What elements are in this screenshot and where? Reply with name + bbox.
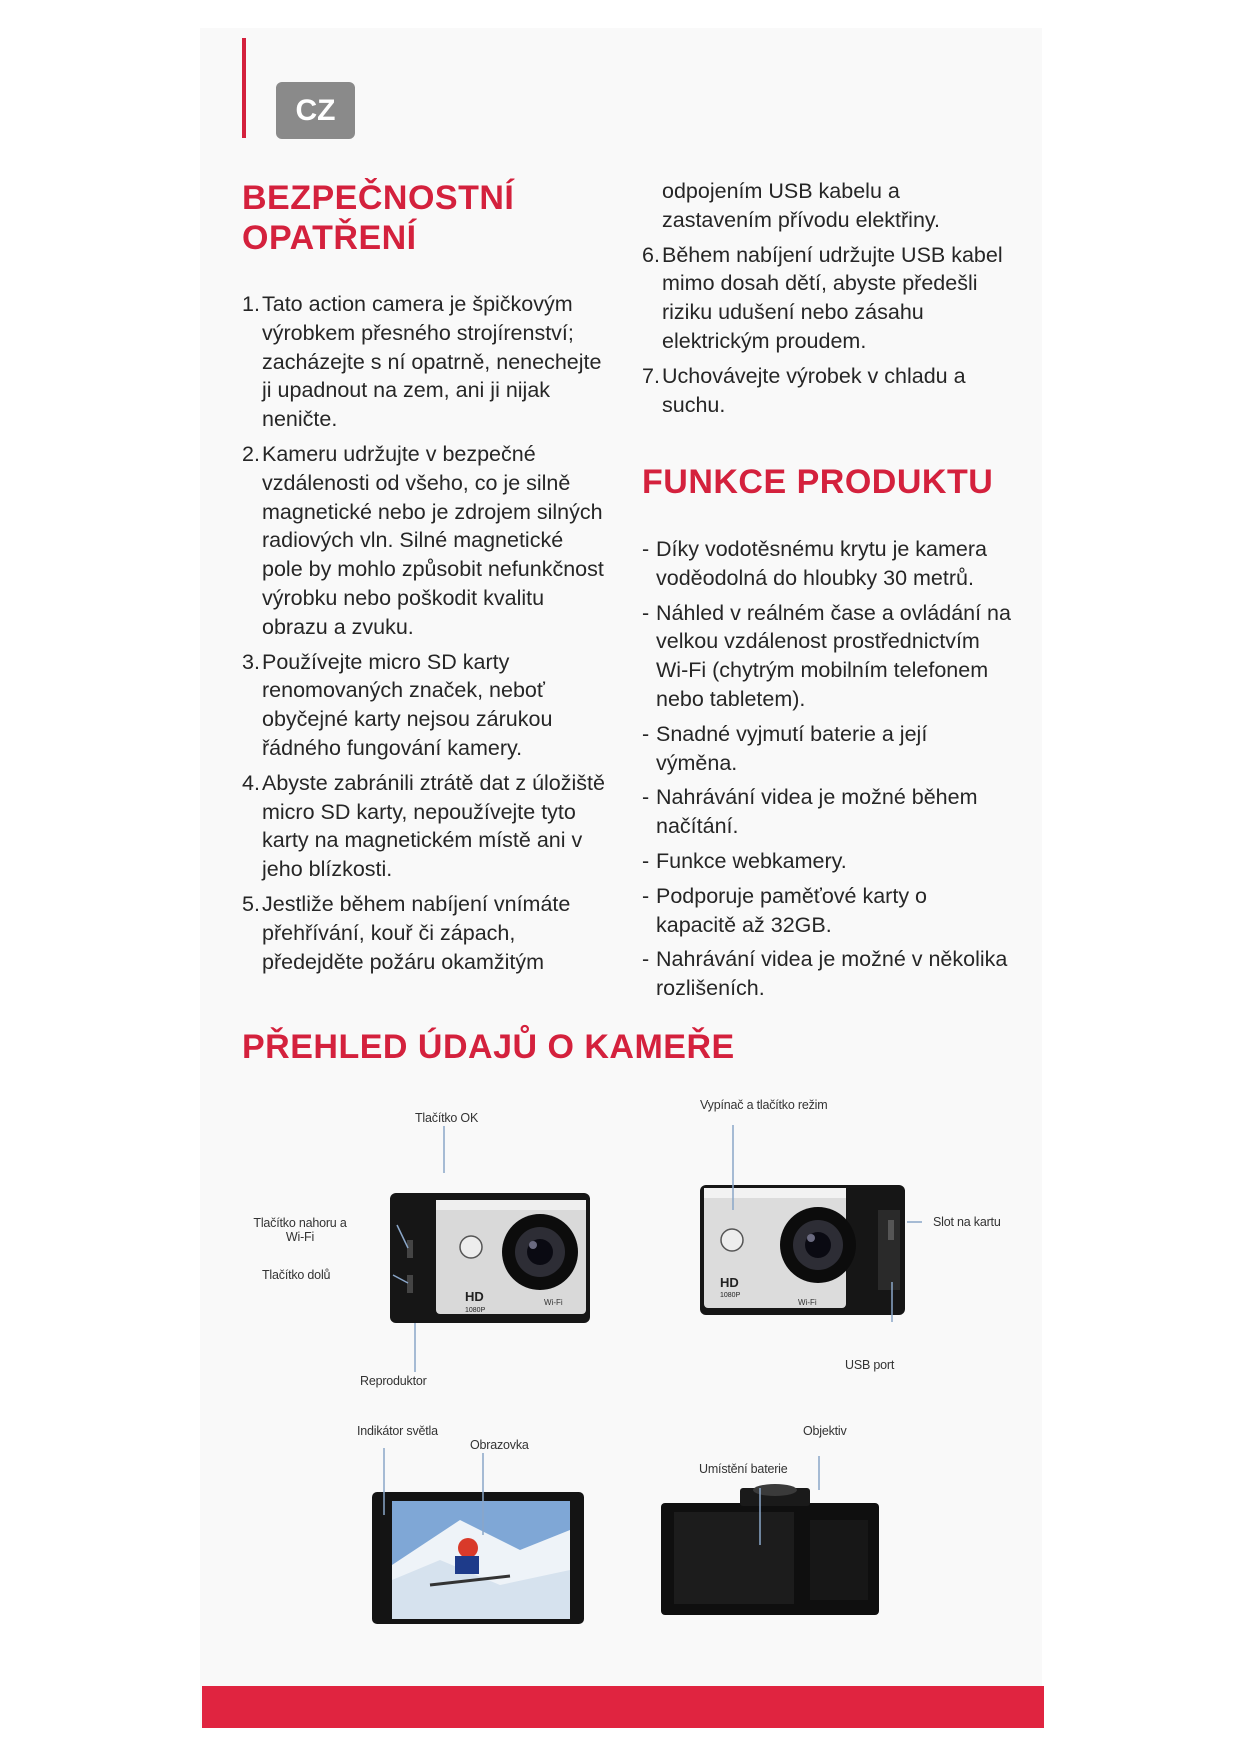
list-item — [242, 890, 607, 976]
list-item — [242, 440, 607, 642]
label-display: Obrazovka — [470, 1438, 529, 1452]
dash-marker: - — [642, 947, 650, 972]
camera-back-view — [372, 1492, 584, 1624]
list-text: Tato action camera je špičkovým výrobkem přesného strojírenství; zacházejte s ní opatrně, nenechejte ji upadnout na zem, ani ji nijak neničte. — [262, 292, 602, 432]
camera-wifi-mark: Wi-Fi — [798, 1298, 817, 1307]
list-number: 5. — [242, 891, 260, 916]
list-item — [642, 783, 1012, 841]
safety-list-left — [242, 290, 607, 982]
camera-res-mark: 1080P — [720, 1292, 741, 1299]
list-item — [242, 769, 607, 884]
list-text: Používejte micro SD karty renomovaných značek, neboť obyčejné karty nejsou zárukou řádného fungování kamery. — [262, 649, 553, 760]
list-item — [642, 945, 1012, 1003]
dash-marker: - — [642, 721, 650, 746]
list-item — [642, 241, 1012, 356]
list-item — [642, 720, 1012, 778]
dash-marker: - — [642, 785, 650, 810]
dash-marker: - — [642, 600, 650, 625]
features-heading: FUNKCE PRODUKTU — [642, 463, 994, 501]
label-usb-port: USB port — [845, 1358, 895, 1372]
list-number: 1. — [242, 292, 260, 316]
dash-marker: - — [642, 848, 650, 873]
label-lens: Objektiv — [803, 1424, 847, 1438]
safety-heading — [242, 178, 514, 258]
list-number: 2. — [242, 441, 260, 466]
list-text: Snadné vyjmutí baterie a její výměna. — [656, 721, 928, 775]
list-text: Funkce webkamery. — [656, 848, 847, 873]
list-text: Nahrávání videa je možné v několika rozlišeních. — [656, 947, 1008, 1001]
list-text: Abyste zabránili ztrátě dat z úložiště micro SD karty, nepoužívejte tyto karty na magnetickém místě ani v jeho blízkosti. — [262, 770, 605, 882]
list-text: Během nabíjení udržujte USB kabel mimo dosah dětí, abyste předešli riziku udušení nebo zásahu elektrickým proudem. — [662, 242, 1003, 353]
list-number: 7. — [642, 363, 660, 388]
dash-marker: - — [642, 537, 650, 561]
list-item — [642, 535, 1012, 593]
language-badge: CZ — [276, 82, 355, 139]
list-text: Jestliže během nabíjení vnímáte přehřívání, kouř či zápach, předejděte požáru okamžitým — [262, 891, 571, 974]
label-up-wifi-button: Tlačítko nahoru a Wi-Fi — [253, 1216, 347, 1244]
label-card-slot: Slot na kartu — [933, 1215, 1001, 1229]
list-text: Díky vodotěsnému krytu je kamera voděodolná do hloubky 30 metrů. — [656, 537, 987, 590]
safety-list-right — [642, 177, 1012, 425]
list-number: 4. — [242, 770, 260, 795]
list-item — [642, 882, 1012, 940]
list-item — [642, 362, 1012, 420]
overview-heading: PŘEHLED ÚDAJŮ O KAMEŘE — [242, 1028, 735, 1066]
label-ok-button: Tlačítko OK — [415, 1111, 479, 1125]
footer-bar — [202, 1686, 1044, 1728]
label-battery: Umístění baterie — [699, 1462, 788, 1476]
camera-diagram — [200, 1080, 1042, 1640]
safety-heading-line-2: OPATŘENÍ — [242, 219, 417, 257]
list-text: odpojením USB kabelu a zastavením přívodu elektřiny. — [662, 179, 941, 232]
camera-diagram-graphic — [200, 1080, 1042, 1640]
camera-hd-mark: HD — [465, 1289, 484, 1304]
camera-hd-mark: HD — [720, 1275, 739, 1290]
list-text: Kameru udržujte v bezpečné vzdálenosti od všeho, co je silně magnetické nebo je zdrojem silných radiových vln. Silné magnetické pole by mohlo způsobit nefunkčnost výrobku nebo poškodit kvalitu obrazu a zvuku. — [262, 441, 604, 639]
list-number: 3. — [242, 649, 260, 674]
list-item — [642, 847, 1012, 876]
features-list — [642, 535, 1012, 1009]
accent-rule — [242, 38, 246, 138]
label-light-indicator: Indikátor světla — [357, 1424, 438, 1438]
list-item — [242, 290, 607, 434]
label-down-button: Tlačítko dolů — [262, 1268, 331, 1282]
label-power-mode: Vypínač a tlačítko režim — [700, 1098, 828, 1112]
safety-heading-line-1: BEZPEČNOSTNÍ — [242, 179, 515, 217]
label-speaker: Reproduktor — [360, 1374, 427, 1388]
list-item — [642, 599, 1012, 714]
camera-bottom-view — [661, 1484, 879, 1615]
list-text: Náhled v reálném čase a ovládání na velkou vzdálenost prostřednictvím Wi-Fi (chytrým mobilním telefonem nebo tabletem). — [656, 600, 1011, 711]
camera-wifi-mark: Wi-Fi — [544, 1298, 563, 1307]
list-number: 6. — [642, 242, 660, 267]
camera-res-mark: 1080P — [465, 1307, 486, 1314]
list-item-continuation — [642, 177, 1012, 235]
dash-marker: - — [642, 883, 650, 908]
list-item — [242, 648, 607, 763]
list-text: Uchovávejte výrobek v chladu a suchu. — [662, 363, 966, 417]
camera-side-view — [700, 1185, 905, 1315]
list-text: Nahrávání videa je možné během načítání. — [656, 785, 978, 839]
list-text: Podporuje paměťové karty o kapacitě až 32GB. — [656, 883, 927, 937]
camera-front-view — [390, 1193, 590, 1323]
